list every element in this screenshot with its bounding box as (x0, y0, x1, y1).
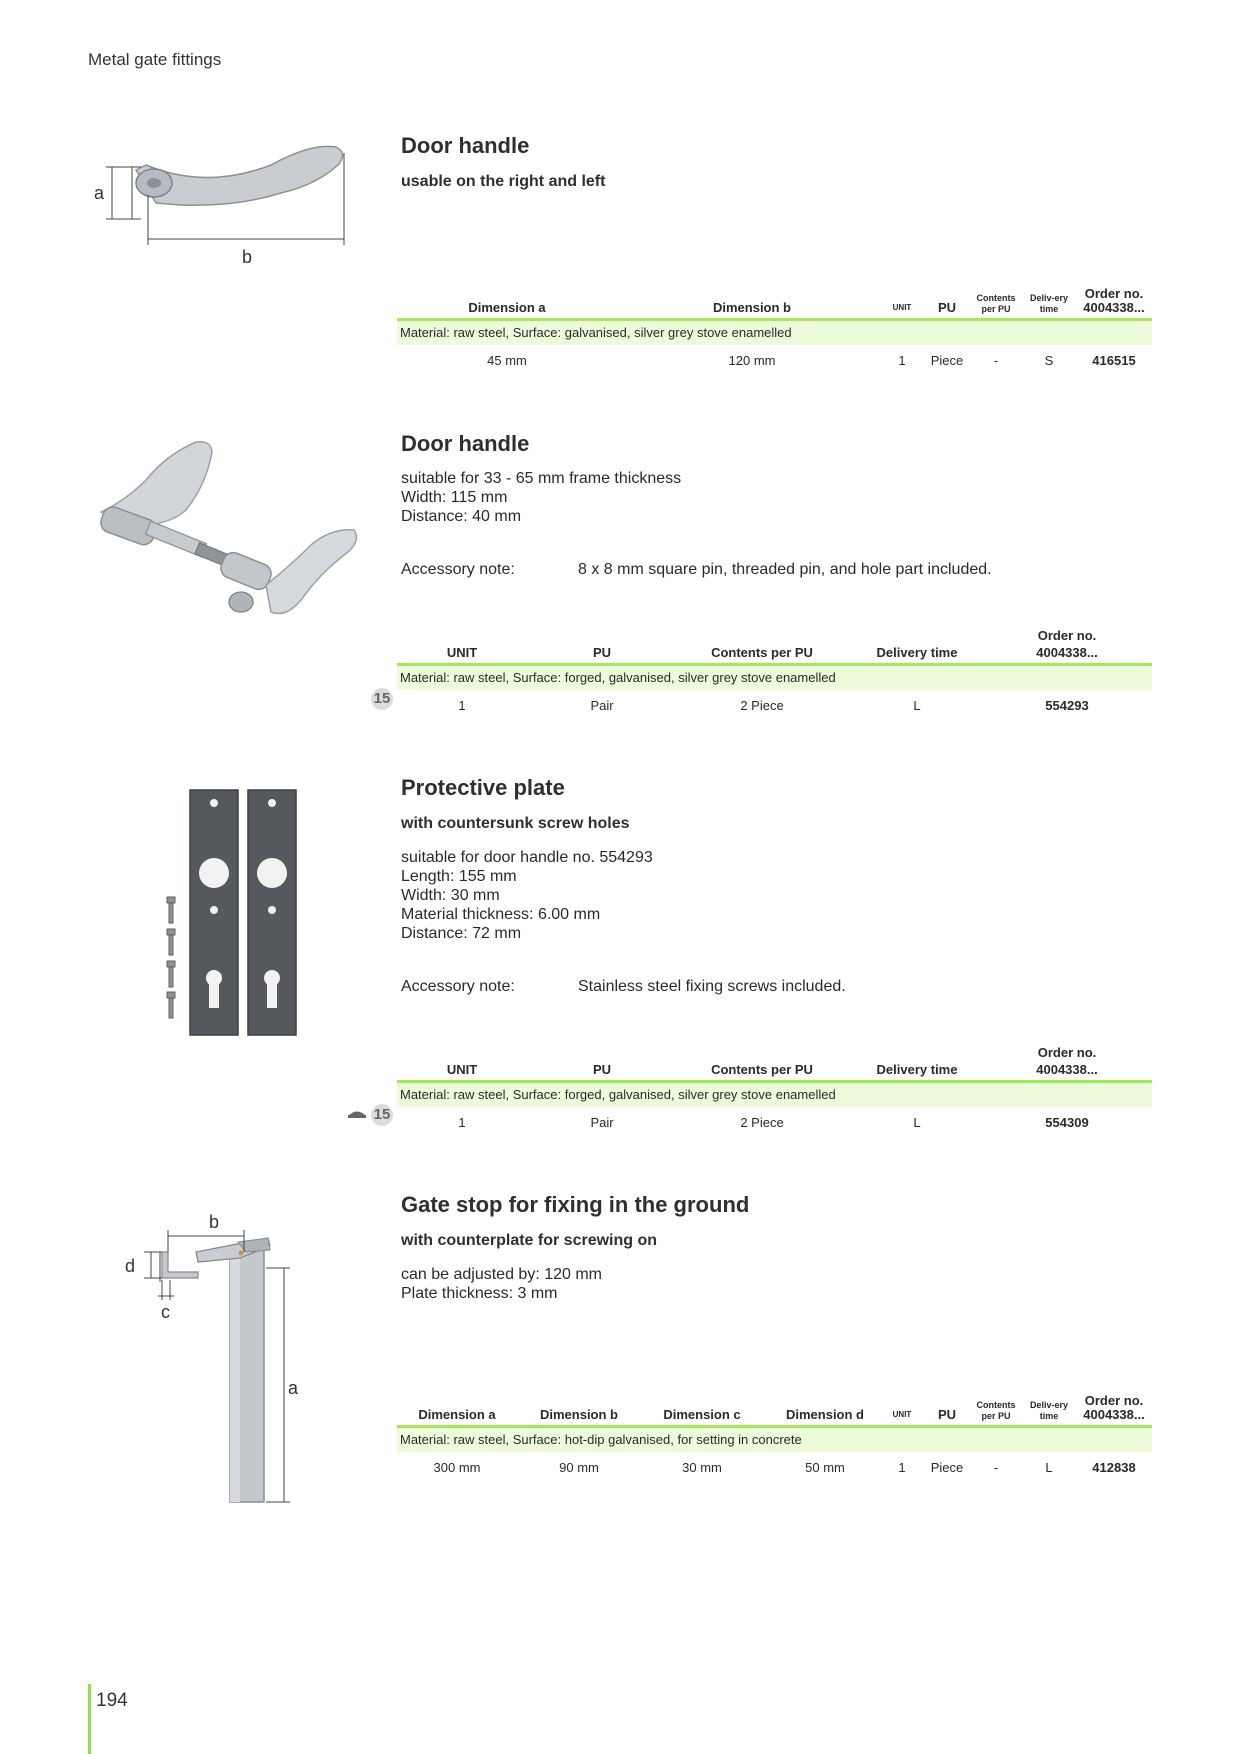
col-dimension-a: Dimension a (418, 1407, 496, 1422)
product-title: Protective plate (401, 775, 565, 800)
label-a: a (288, 1378, 299, 1398)
col-contents: Contents per PU (976, 1400, 1016, 1421)
col-pu: PU (937, 300, 957, 315)
screw-icon (346, 1107, 368, 1121)
col-delivery: Deliv-ery time (1029, 293, 1069, 314)
table-row: 300 mm 90 mm 30 mm 50 mm 1 Piece - L 412838 (433, 1460, 1136, 1475)
col-order-no: Order no. (1037, 628, 1097, 643)
col-unit: UNIT (892, 1410, 912, 1419)
col-unit: UNIT (892, 303, 912, 312)
product-subtitle: with countersunk screw holes (401, 815, 630, 832)
col-dimension-b: Dimension b (539, 1407, 618, 1422)
col-contents: Contents per PU (976, 293, 1016, 314)
col-unit: UNIT (446, 645, 478, 660)
label-b: b (242, 247, 253, 267)
product-title: Door handle (401, 431, 530, 456)
product-title: Gate stop for fixing in the ground (401, 1192, 750, 1217)
product-title: Door handle (401, 133, 530, 158)
label-b: b (209, 1212, 220, 1232)
col-order-no: Order no. (1037, 1045, 1097, 1060)
col-dimension-b: Dimension b (712, 300, 791, 315)
material-row: Material: raw steel, Surface: forged, galvanised, silver grey stove enamelled (397, 663, 1152, 690)
note-badge: 15 (371, 1104, 393, 1126)
label-a: a (94, 183, 105, 203)
page-accent-bar (88, 1684, 91, 1754)
accessory-label: Accessory note: (401, 561, 515, 578)
product-description: suitable for 33 - 65 mm frame thickness Width: 115 mm Distance: 40 mm (401, 470, 682, 525)
material-row: Material: raw steel, Surface: galvanised, silver grey stove enamelled (397, 318, 1152, 345)
table-row: 1 Pair 2 Piece L 554293 (458, 698, 1089, 713)
product-description: can be adjusted by: 120 mm Plate thickness: 3 mm (401, 1266, 603, 1302)
accessory-label: Accessory note: (401, 978, 515, 995)
section-header: Metal gate fittings (88, 50, 222, 69)
col-contents: Contents per PU (711, 645, 813, 660)
material-row: Material: raw steel, Surface: forged, galvanised, silver grey stove enamelled (397, 1080, 1152, 1107)
accessory-note (401, 561, 992, 579)
product-table (397, 1369, 1152, 1480)
table-row: 1 Pair 2 Piece L 554309 (458, 1115, 1089, 1130)
gate-stop-diagram (118, 1210, 318, 1515)
label-c: c (161, 1302, 170, 1322)
product-description: suitable for door handle no. 554293 Length: 155 mm Width: 30 mm Material thickness: 6.00 mm Distance: 72 mm (401, 849, 653, 942)
product-subtitle: with counterplate for screwing on (401, 1232, 658, 1249)
product-table (397, 1024, 1152, 1135)
col-pu: PU (937, 1407, 957, 1422)
protective-plate-image (160, 785, 310, 1040)
col-pu: PU (592, 1062, 612, 1077)
note-badge: 15 (371, 688, 393, 710)
page-number: 194 (96, 1690, 128, 1711)
col-order-prefix: 4004338... (1036, 1062, 1098, 1077)
door-handle-pair-image (86, 440, 361, 625)
col-pu: PU (592, 645, 612, 660)
accessory-note (401, 978, 846, 996)
product-table (397, 607, 1152, 718)
col-order-prefix: 4004338... (1036, 645, 1098, 660)
col-dimension-d: Dimension d (785, 1407, 864, 1422)
col-delivery: Delivery time (876, 645, 958, 660)
accessory-text: 8 x 8 mm square pin, threaded pin, and hole part included. (578, 561, 992, 578)
col-delivery: Deliv-ery time (1029, 1400, 1069, 1421)
col-order-no: Order no. 4004338... (1083, 286, 1145, 315)
col-dimension-a: Dimension a (468, 300, 546, 315)
col-unit: UNIT (446, 1062, 478, 1077)
col-order-no: Order no. 4004338... (1083, 1393, 1145, 1422)
door-handle-diagram (86, 135, 361, 270)
col-contents: Contents per PU (711, 1062, 813, 1077)
col-delivery: Delivery time (876, 1062, 958, 1077)
accessory-text: Stainless steel fixing screws included. (578, 978, 846, 995)
product-subtitle: usable on the right and left (401, 173, 606, 190)
product-table (397, 262, 1152, 373)
col-dimension-c: Dimension c (663, 1407, 741, 1422)
table-row: 45 mm 120 mm 1 Piece - S 416515 (487, 353, 1136, 368)
material-row: Material: raw steel, Surface: hot-dip galvanised, for setting in concrete (397, 1425, 1152, 1452)
label-d: d (125, 1256, 136, 1276)
